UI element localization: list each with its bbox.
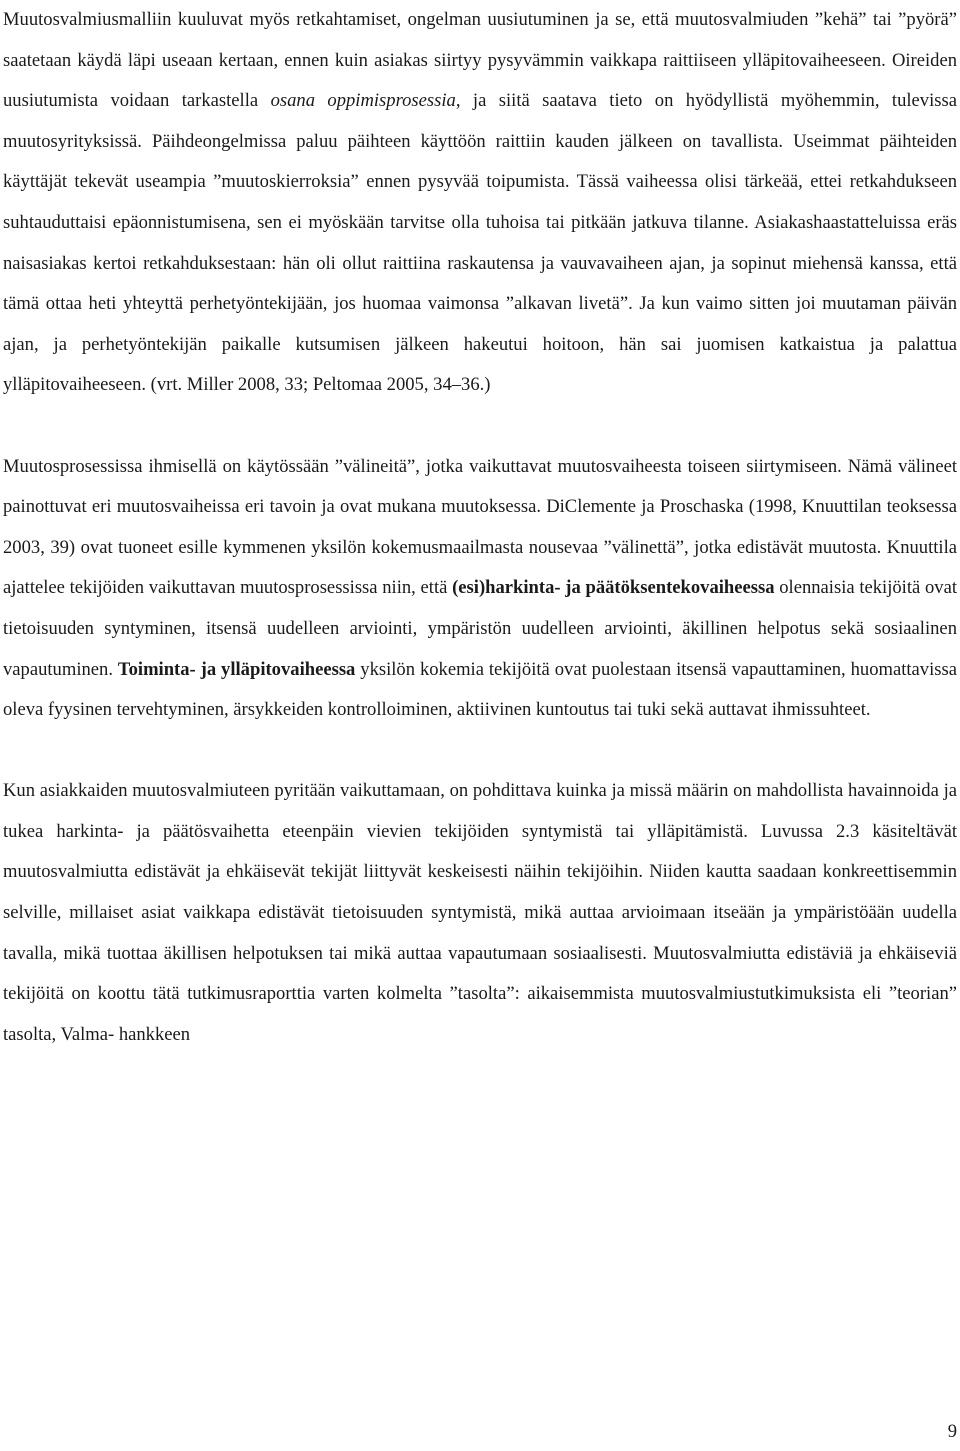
document-page — [3, 0, 957, 1055]
text-segment: yksilön kokemia tekijöitä ovat puolestaan itsensä vapauttaminen, huomattavissa oleva fyysinen tervehtyminen, ärsykkeiden kontrolloiminen, aktiivinen kuntoutus tai tuki sekä auttavat ihmissuhteet. — [3, 658, 957, 721]
text-segment: osana oppimisprosessia — [270, 90, 456, 112]
text-segment: olennaisia tekijöitä ovat tietoisuuden syntyminen, itsensä uudelleen arviointi, ympäristön uudelleen arviointi, äkillinen helpotus sekä sosiaalinen vapautuminen. — [3, 577, 957, 680]
paragraph-readiness-factors — [3, 771, 957, 1055]
text-segment: Muutosprosessissa ihmisellä on käytössään ”välineitä”, jotka vaikuttavat muutosvaiheesta toiseen siirtymiseen. Nämä välineet painottuvat eri muutosvaiheissa eri tavoin ja ovat mukana muutoksessa. DiClemente ja Proschaska (1998, Knuuttilan teoksessa 2003, 39) ovat tuoneet esille kymmenen yksilön kokemusmaailmasta nousevaa ”välinettä”, jotka edistävät muutosta. Knuuttila ajattelee tekijöiden vaikuttavan muutosprosessissa niin, että — [3, 455, 957, 599]
text-segment: (esi)harkinta- ja päätöksentekovaiheessa — [452, 577, 775, 599]
paragraph-relapse — [3, 0, 957, 406]
text-segment: , ja siitä saatava tieto on hyödyllistä myöhemmin, tulevissa muutosyrityksissä. Päihdeongelmissa paluu päihteen käyttöön raittiin kauden jälkeen on tavallista. Useimmat päihteiden käyttäjät tekevät useampia ”muutoskierroksia” ennen pysyvää toipumista. Tässä vaiheessa olisi tärkeää, ettei retkahdukseen suhtauduttaisi epäonnistumisena, sen ei myöskään tarvitse olla tuhoisa tai pitkään jatkuva tilanne. Asiakashaastatteluissa eräs naisasiakas kertoi retkahduksestaan: hän oli ollut raittiina raskautensa ja vauvavaiheen ajan, ja sopinut miehensä kanssa, että tämä ottaa heti yhteyttä perhetyöntekijään, jos huomaa vaimonsa ”alkavan livetä”. Ja kun vaimo sitten joi muutaman päivän ajan, ja perhetyöntekijän paikalle kutsumisen jälkeen hakeutui hoitoon, hän sai juomisen katkaistua ja palattua ylläpitovaiheeseen. (vrt. Miller 2008, 33; Peltomaa 2005, 34–36.) — [3, 90, 957, 396]
paragraph-change-processes — [3, 447, 957, 731]
text-segment: Toiminta- ja ylläpitovaiheessa — [117, 658, 356, 680]
page-number: 9 — [947, 1421, 957, 1442]
text-segment: Kun asiakkaiden muutosvalmiuteen pyritään vaikuttamaan, on pohdittava kuinka ja missä määrin on mahdollista havainnoida ja tukea harkinta- ja päätösvaihetta eteenpäin vievien tekijöiden syntymistä tai ylläpitämistä. Luvussa 2.3 käsiteltävät muutosvalmiutta edistävät ja ehkäisevät tekijät liittyvät keskeisesti näihin tekijöihin. Niiden kautta saadaan konkreettisemmin selville, millaiset asiat vaikkapa edistävät tietoisuuden syntymistä, mikä auttaa arvioimaan itseään ja ympäristöään uudella tavalla, mikä tuottaa äkillisen helpotuksen tai mikä auttaa vapautumaan sosiaalisesti. Muutosvalmiutta edistäviä ja ehkäiseviä tekijöitä on koottu tätä tutkimusraporttia varten kolmelta ”tasolta”: aikaisemmista muutosvalmiustutkimuksista eli ”teorian” tasolta, Valma- hankkeen — [3, 780, 957, 1045]
text-segment: Muutosvalmiusmalliin kuuluvat myös retkahtamiset, ongelman uusiutuminen ja se, että muutosvalmiuden ”kehä” tai ”pyörä” saatetaan käydä läpi useaan kertaan, ennen kuin asiakas siirtyy pysyvämmin vaikkapa raittiiseen ylläpitovaiheeseen. Oireiden uusiutumista voidaan tarkastella — [3, 9, 957, 112]
